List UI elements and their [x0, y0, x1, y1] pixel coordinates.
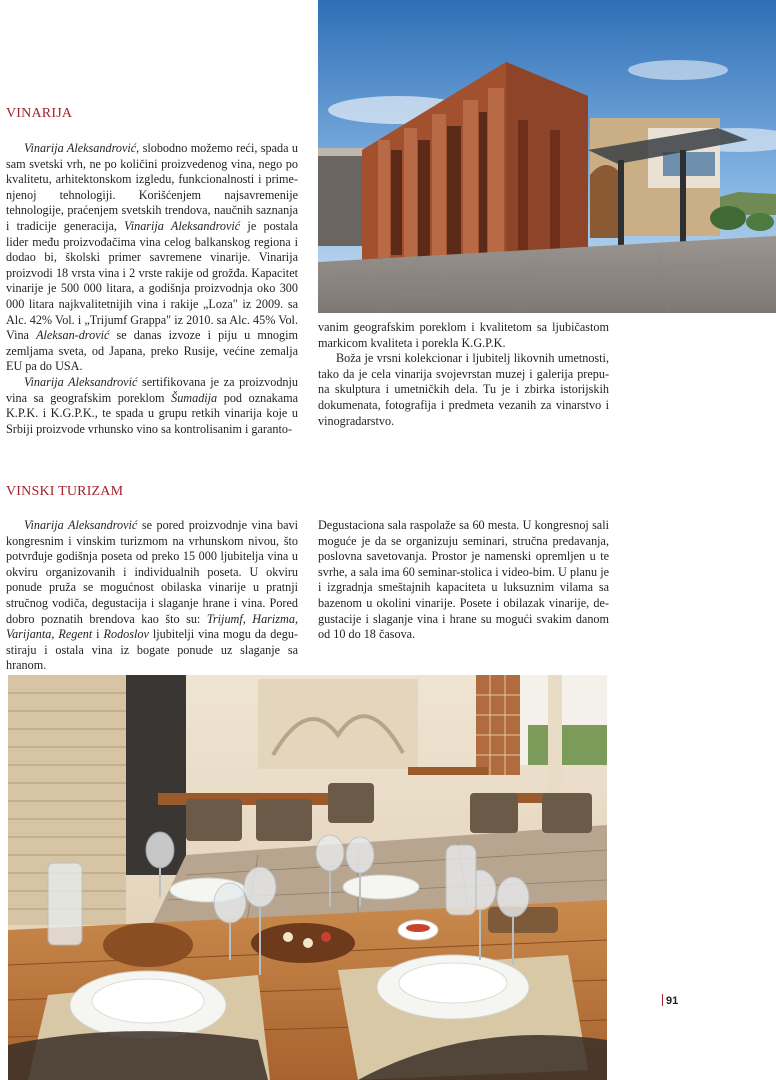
text-run: Degustaciona sala raspolaže sa 60 mesta. U kongresnoj sali moguće je da se organizuju seminari, stručna predavanja, poslovna savetovanja. Prostor je namenski opremljen u te svrhe, a sala ima 60 seminar-stolica i video-bim. U planu je i izgradnja smeštajnih kapaciteta u luksuznim vilama sa bazenom u okolini vinarije. Posete i obilazak vinarije, de-gustacije i slaganje vina i hrane su mogući svakim danom od 10 do 18 časova. — [318, 518, 609, 642]
text-run: je postala lider među proizvođačima vina celog balkanskog regiona i dodao bi, školski primer savremene vinarije. Vinarija proizvodi 18 vrsta vina i 2 vrste rakije od grožđa. Kapacitet vinarije je 500 000 litara, a godišnja proizvodnja oko 300 000 litara najkvalitetnijih vina i rakije „Loza" iz 2009. sa Alc. 42% Vol. i „Trijumf Grappa" iz 2010. sa Alc. 45% Vol. Vina — [6, 218, 298, 343]
text-run: sertifikovana je za proizvodnju vina sa geografskim poreklom — [6, 374, 298, 405]
italic-text: Aleksan-drović — [36, 328, 110, 343]
text-run: ljubitelji vina mogu da degu-stiraju i ostala vina iz bogate ponude uz slaganje sa hranom. — [6, 627, 298, 673]
section1-left-column — [6, 141, 298, 437]
text-run: vanim geografskim poreklom i kvalitetom sa ljubičastom markicom kvaliteta i porekla K.G.P.K. — [318, 320, 609, 350]
tasting-room-photo — [8, 675, 607, 1080]
section-heading-vinarija: VINARIJA — [6, 106, 73, 121]
text-run: i — [92, 627, 104, 642]
italic-text: Trijumf, Harizma, Varijanta, Regent — [6, 611, 298, 642]
text-run: se pored proizvodnje vina bavi kongresnim i vinskim turizmom na vrhunskom nivou, što potvrđuje godišnja poseta od preko 15 000 ljubitelja vina u okviru organizovanih i individualnih poseta. U okviru ponude pruža se mogućnost obilaska vinarije u pratnji stručnog vodiča, degustacija i slaganje hrane i vina. Pored dobro poznatih brendova kao što su: — [6, 518, 298, 626]
page-number-divider — [662, 994, 663, 1006]
paragraph — [6, 518, 298, 674]
section2-left-column — [6, 518, 298, 674]
text-run: se danas izvoze i piju u mnogim zemljama sveta, od Japana, preko Rusije, većine zemalja EU pa do USA. — [6, 328, 298, 374]
section1-right-column — [318, 320, 609, 429]
italic-text: Rodoslov — [103, 627, 149, 642]
section2-right-column — [318, 518, 609, 643]
page-number — [662, 994, 678, 1007]
italic-text: Vinarija Aleksandrović — [124, 218, 241, 233]
italic-text: Vinarija Aleksandrović — [24, 518, 138, 532]
paragraph — [318, 320, 609, 351]
section-heading-vinski-turizam: VINSKI TURIZAM — [6, 484, 124, 499]
italic-text: Vinarija Aleksandrović — [24, 374, 138, 389]
italic-text: Šumadija — [171, 390, 218, 405]
text-run: Boža je vrsni kolekcionar i ljubitelj likovnih umetnosti, tako da je cela vinarija svojevrstan muzej i galerija prepu-na skulptura i umetničkih dela. Tu je i zbirka istorijskih dokumenata, fotografija i predmeta vezanih za vinarstvo i vinogradarstvo. — [318, 351, 609, 428]
paragraph — [318, 351, 609, 429]
italic-text: Vinarija Aleksandrović — [24, 141, 137, 155]
paragraph — [6, 141, 298, 375]
page-number-text: 91 — [666, 995, 679, 1007]
winery-building-photo — [318, 0, 776, 313]
text-run: pod oznakama K.P.K. i K.G.P.K., te spada u grupu retkih vinarija koje u Srbiji proizvode vrhunsko vino sa kontrolisanim i garanto- — [6, 390, 299, 436]
paragraph — [6, 375, 298, 437]
text-run: , slobodno možemo reći, spada u sam svetski vrh, ne po količini proizvedenog vina, nego po kvalitetu, arhitektonskom izgledu, funkcionalnosti i prime-njenoj tehnologiji. Korišćenjem najsavremenije tehnologije, praćenjem svetskih trendova, naučnih saznanja i tradicije generacija, — [6, 141, 299, 233]
paragraph — [318, 518, 609, 643]
